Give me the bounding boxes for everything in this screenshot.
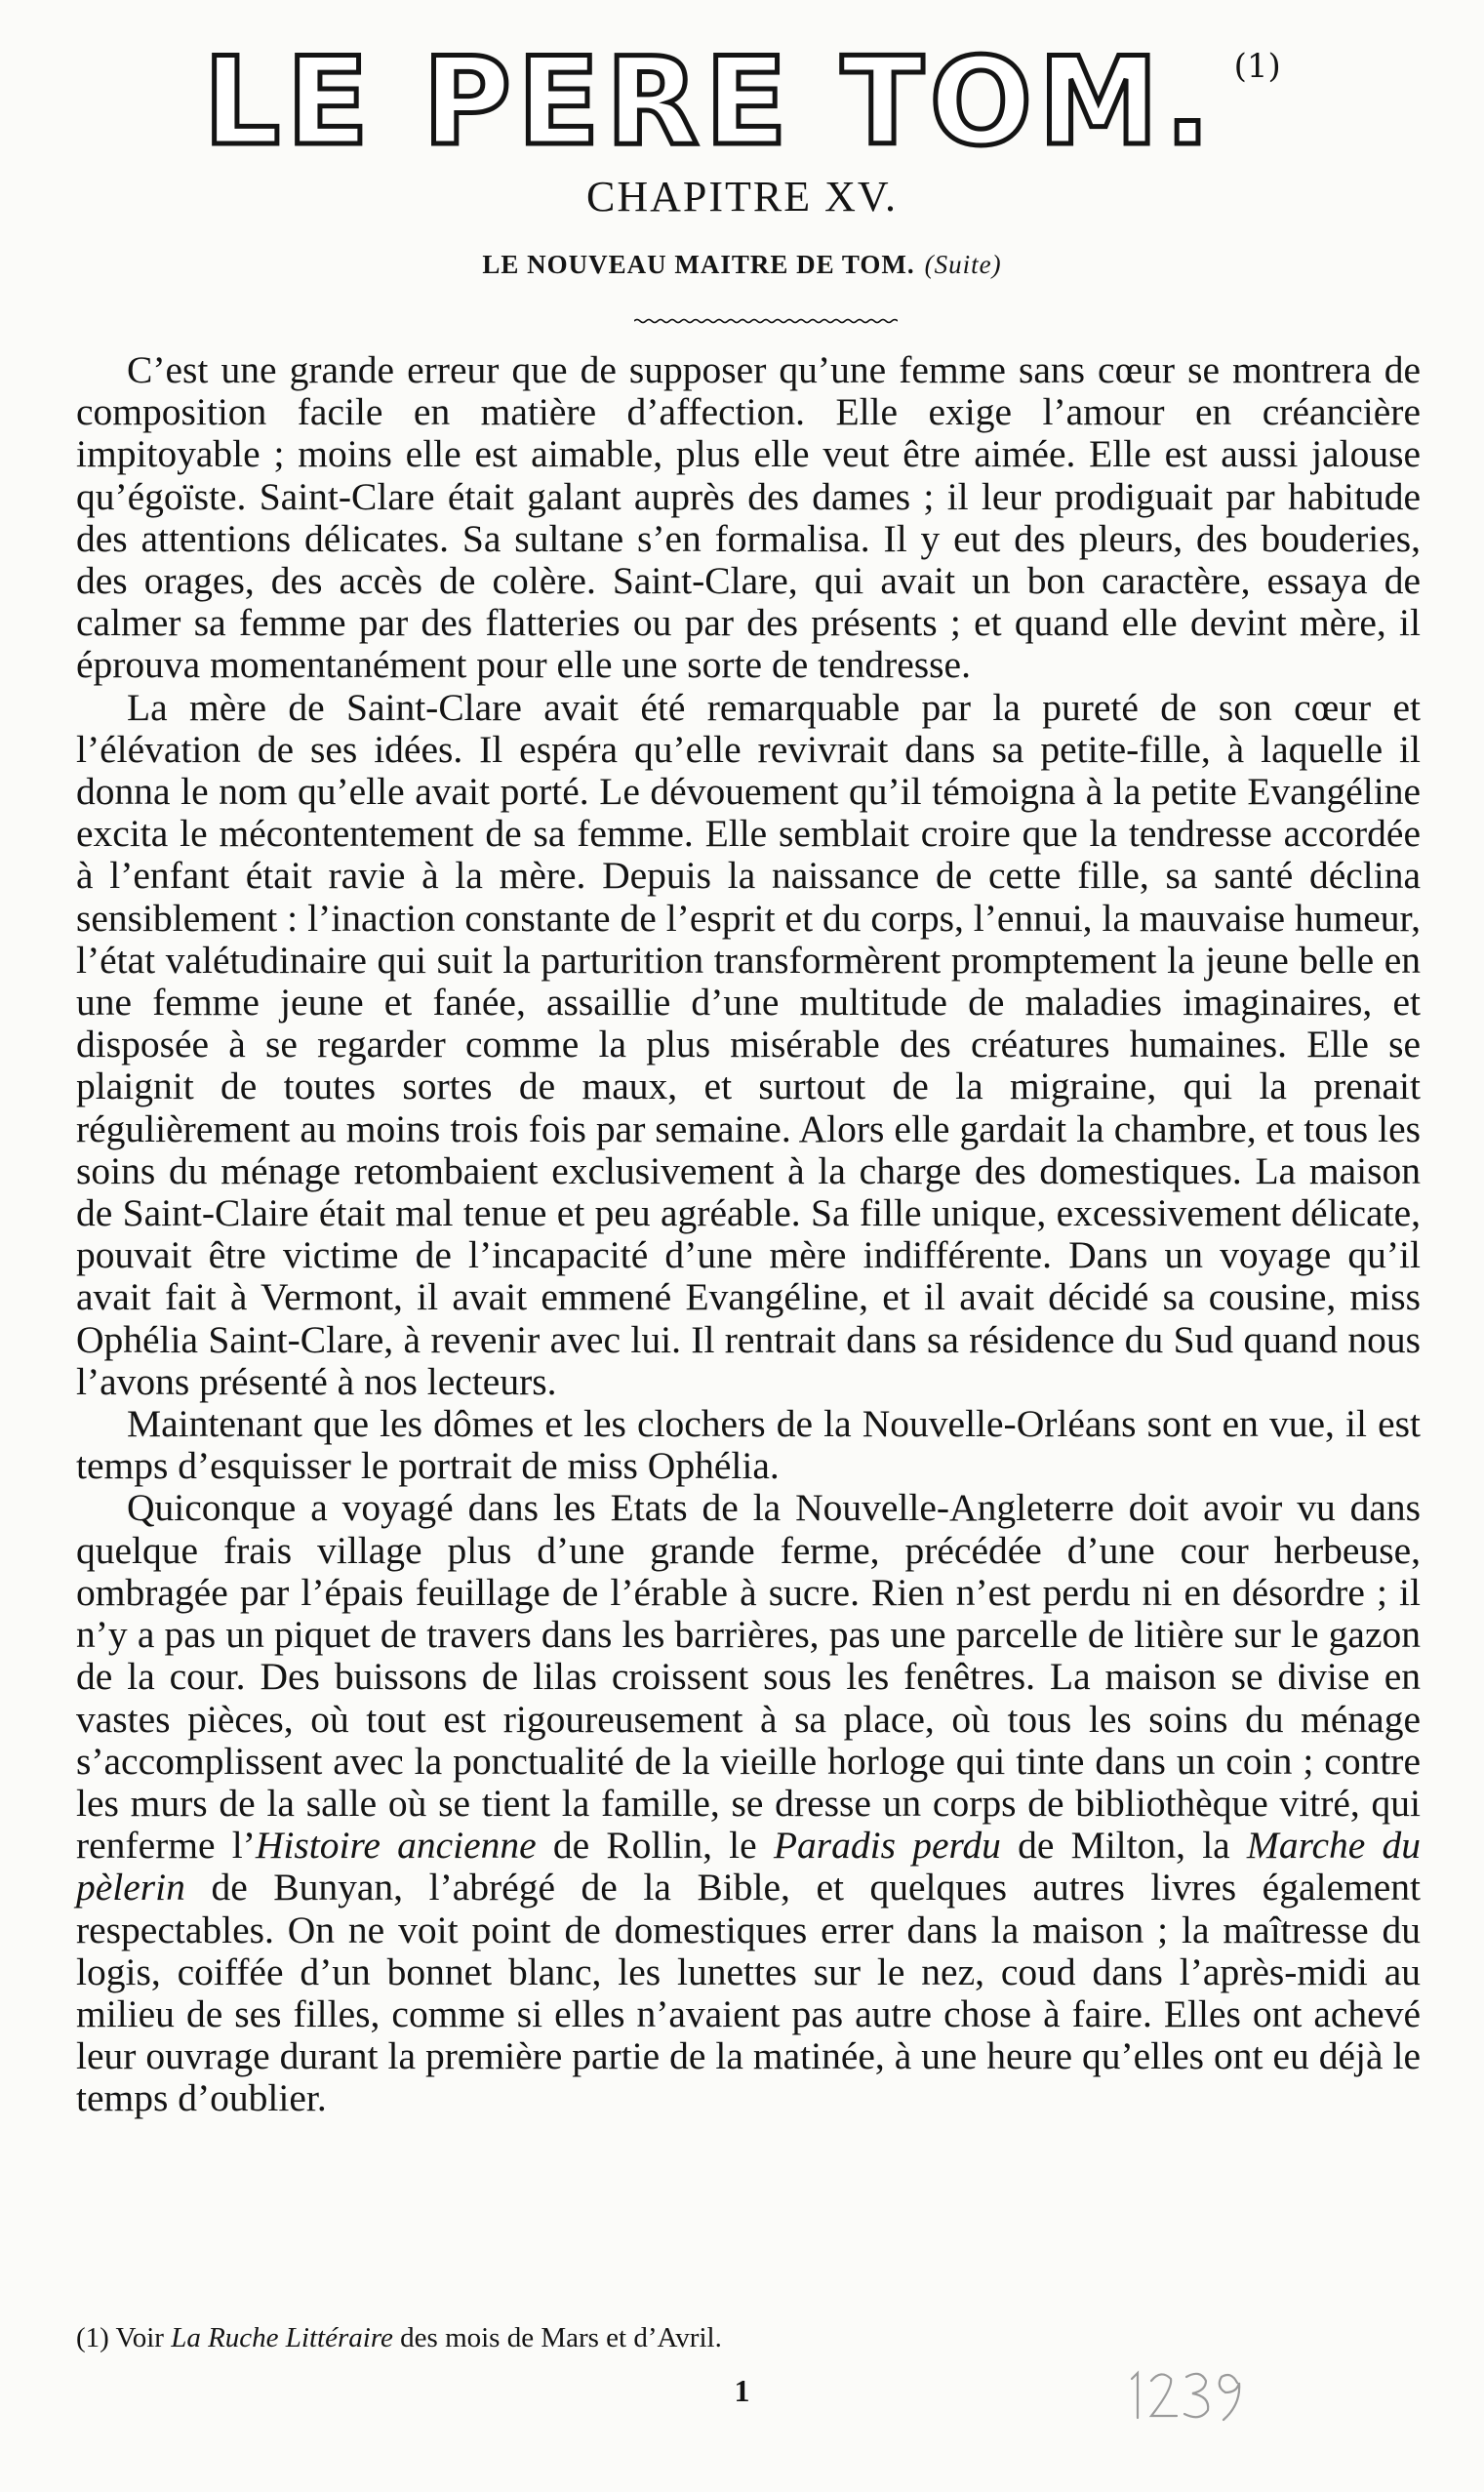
subtitle-suffix: (Suite)	[924, 250, 1002, 279]
italic-title: Histoire ancienne	[255, 1824, 537, 1868]
paragraph	[76, 687, 1421, 1403]
subtitle-text: LE NOUVEAU MAITRE DE TOM.	[482, 250, 915, 279]
page-title: LE PERE TOM.	[203, 32, 1217, 173]
italic-title: Marche du pèlerin	[76, 1824, 1421, 1909]
title-row	[0, 32, 1484, 173]
paragraph	[76, 349, 1421, 687]
decorative-wavy-rule	[634, 318, 898, 324]
paragraph-text: de Bunyan, l’abrégé de la Bible, et quelques autres livres également respectables. On ne voit point de domestiques errer dans la maison ; la maîtresse du logis, coiffée d’un bonnet blanc, les lunettes sur le nez, coud dans l’après-midi au milieu de ses filles, comme si elles n’avaient pas autre chose à faire. Elles ont achevé leur ouvrage durant la première partie de la matinée, à une heure qu’elles ont eu déjà le temps d’oublier.	[76, 1866, 1421, 2120]
footnote-title: La Ruche Littéraire	[171, 2322, 393, 2353]
chapter-heading: CHAPITRE XV.	[585, 173, 898, 221]
body-text	[76, 349, 1421, 2120]
signature-mark: 1	[734, 2373, 750, 2408]
paragraph-text: Quiconque a voyagé dans les Etats de la Nouvelle-Angleterre doit avoir vu dans quelque frais village plus d’une grande ferme, précédée d’une cour herbeuse, ombragée par l’épais feuillage de l’érable à sucre. Rien n’est perdu ni en désordre ; il n’y a pas un piquet de travers dans les barrières, pas une parcelle de litière sur le gazon de la cour. Des buissons de lilas croissent sous les fenêtres. La maison se divise en vastes pièces, où tout est rigoureusement à sa place, où tous les soins du ménage s’accomplissent avec la ponctualité de la vieille horloge qui tinte dans un coin ; contre les murs de la salle où se tient la famille, se dresse un corps de bibliothèque vitré, qui renferme l’	[76, 1486, 1421, 1868]
title-footnote-marker: (1)	[1233, 47, 1281, 86]
paragraph	[76, 1487, 1421, 2119]
handwritten-pencil-number	[1122, 2361, 1249, 2430]
paragraph-text: Maintenant que les dômes et les clochers de la Nouvelle-Orléans sont en vue, il est temps d’esquisser le portrait de miss Ophélia.	[76, 1402, 1421, 1488]
paragraph	[76, 1403, 1421, 1487]
paragraph-text: de Rollin, le	[536, 1824, 774, 1868]
footnote-suffix: des mois de Mars et d’Avril.	[392, 2322, 722, 2353]
italic-title: Paradis perdu	[773, 1824, 1001, 1868]
paragraph-text: C’est une grande erreur que de supposer qu’une femme sans cœur se montrera de composition facile en matière d’affection. Elle exige l’amour en créancière impitoyable ; moins elle est aimable, plus elle veut être aimée. Elle est aussi jalouse qu’égoïste. Saint-Clare était galant auprès des dames ; il leur prodiguait par habitude des attentions délicates. Sa sultane s’en formalisa. Il y eut des pleurs, des bouderies, des orages, des accès de colère. Saint-Clare, qui avait un bon caractère, essaya de calmer sa femme par des flatteries ou par des présents ; et quand elle devint mère, il éprouva momentanément pour elle une sorte de tendresse.	[76, 348, 1421, 687]
footnote-prefix: (1) Voir	[76, 2322, 172, 2353]
footnote	[76, 2322, 1247, 2354]
chapter-subtitle	[0, 250, 1484, 280]
paragraph-text: La mère de Saint-Clare avait été remarquable par la pureté de son cœur et l’élévation de ses idées. Il espéra qu’elle revivrait dans sa petite-fille, à laquelle il donna le nom qu’elle avait porté. Le dévouement qu’il témoigna à la petite Evangéline excita le mécontentement de sa femme. Elle semblait croire que la tendresse accordée à l’enfant était ravie à la mère. Depuis la naissance de cette fille, sa santé déclina sensiblement : l’inaction constante de l’esprit et du corps, l’ennui, la mauvaise humeur, l’état valétudinaire qui suit la parturition transformèrent promptement la jeune belle en une femme jeune et fanée, assaillie d’une multitude de maladies imaginaires, et disposée à se regarder comme la plus misérable des créatures humaines. Elle se plaignit de toutes sortes de maux, et surtout de la migraine, qui la prenait régulièrement au moins trois fois par semaine. Alors elle gardait la chambre, et tous les soins du ménage retombaient exclusivement à la charge des domestiques. La maison de Saint-Claire était mal tenue et peu agréable. Sa fille unique, excessivement délicate, pouvait être victime de l’incapacité d’une mère indifférente. Dans un voyage qu’il avait fait à Vermont, il avait emmené Evangéline, et il avait décidé sa cousine, miss Ophélia Saint-Clare, à revenir avec lui. Il rentrait dans sa résidence du Sud quand nous l’avons présenté à nos lecteurs.	[76, 685, 1421, 1403]
paragraph-text: de Milton, la	[1000, 1824, 1247, 1868]
